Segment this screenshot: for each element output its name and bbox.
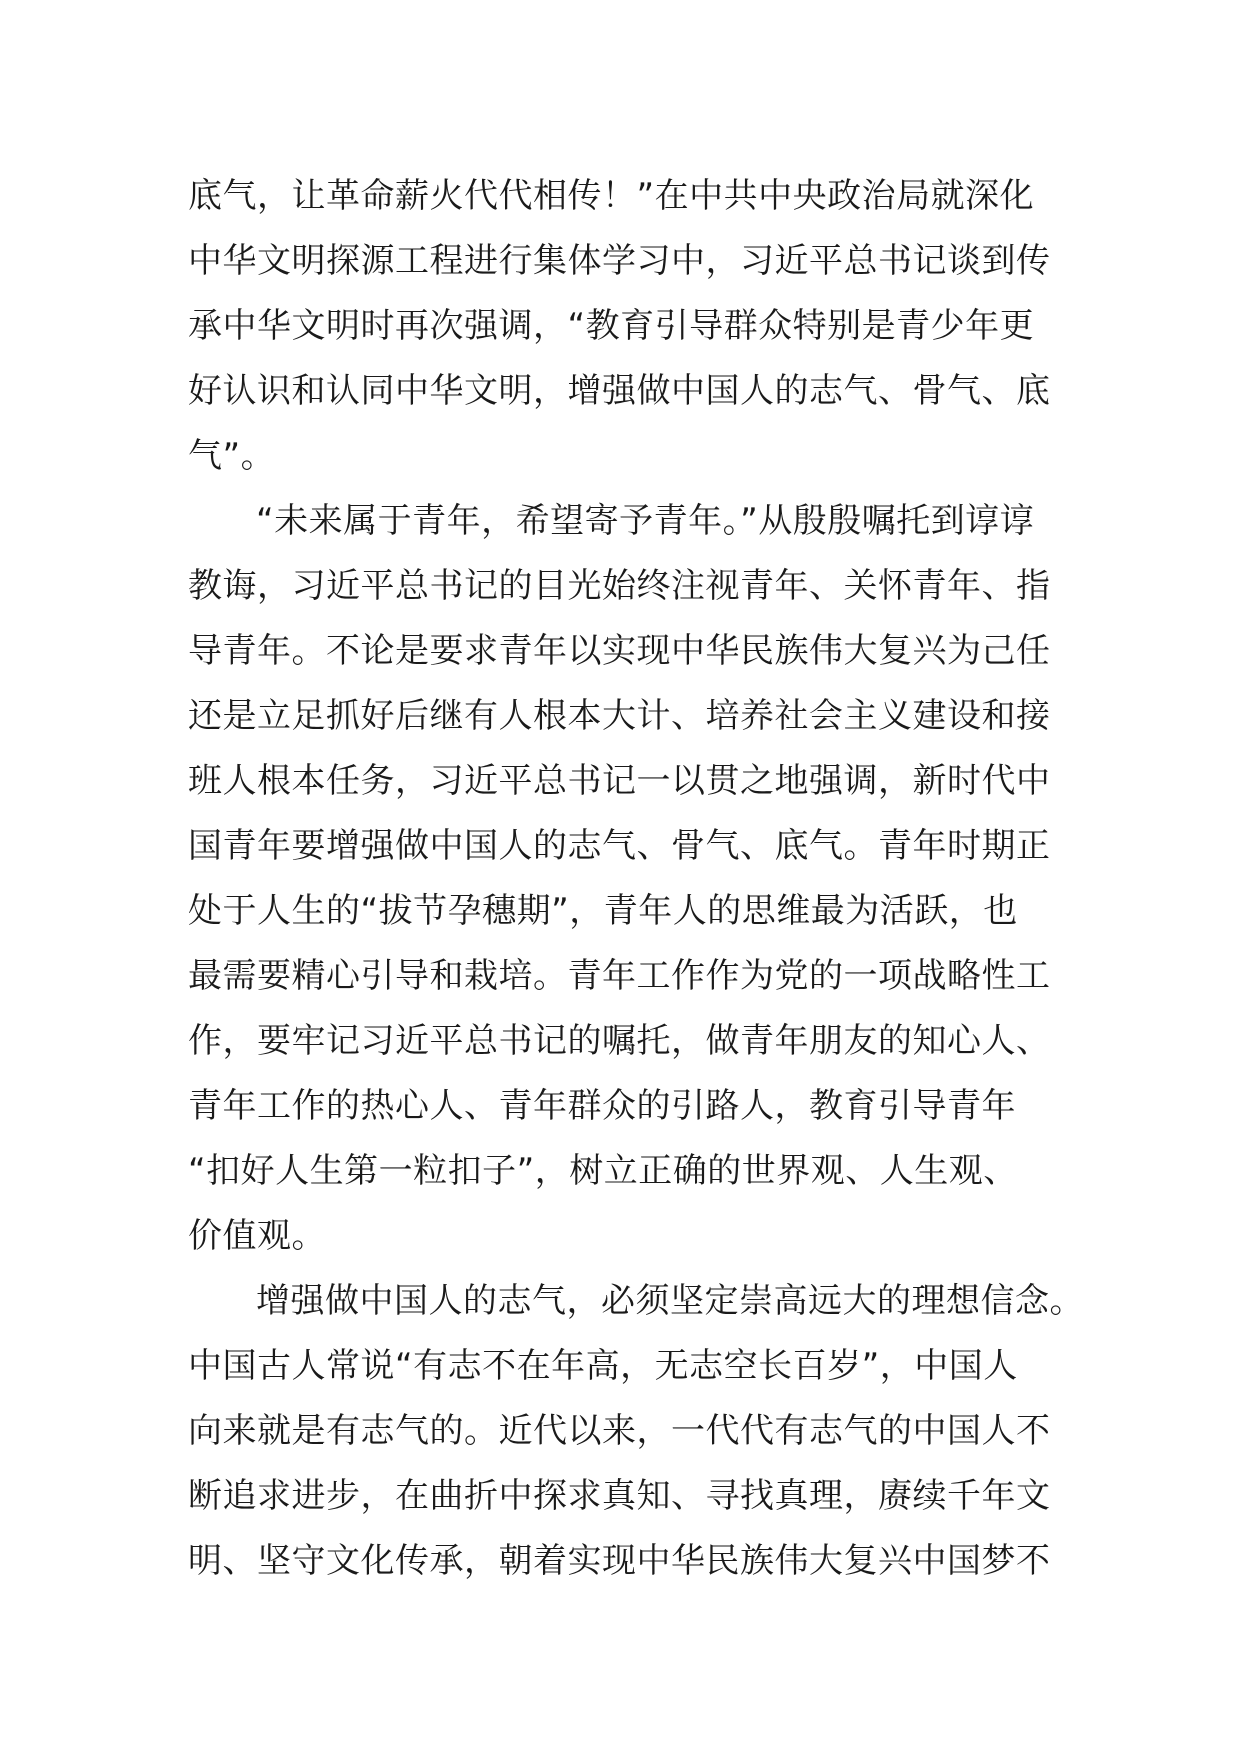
body-text — [188, 164, 1084, 1594]
text-line: 价值观。 — [188, 1216, 326, 1256]
paragraph-start-line: 增强做中国人的志气，必须坚定崇高远大的理想信念。 — [256, 1281, 1084, 1321]
text-line: 导青年。不论是要求青年以实现中华民族伟大复兴为己任 — [188, 631, 1051, 671]
text-line: 中华文明探源工程进行集体学习中，习近平总书记谈到传 — [188, 241, 1051, 281]
text-line: 断追求进步，在曲折中探求真知、寻找真理，赓续千年文 — [188, 1476, 1051, 1516]
text-line: 好认识和认同中华文明，增强做中国人的志气、骨气、底 — [188, 371, 1051, 411]
text-line: 中国古人常说“有志不在年高，无志空长百岁”，中国人 — [188, 1346, 1018, 1386]
paragraph-start-line: “未来属于青年，希望寄予青年。”从殷殷嘱托到谆谆 — [256, 501, 1035, 541]
text-line: 底气，让革命薪火代代相传！”在中共中央政治局就深化 — [188, 176, 1035, 216]
text-line: 最需要精心引导和栽培。青年工作作为党的一项战略性工 — [188, 956, 1051, 996]
text-line: 气”。 — [188, 436, 276, 476]
text-line: “扣好人生第一粒扣子”，树立正确的世界观、人生观、 — [188, 1151, 1018, 1191]
text-line: 承中华文明时再次强调，“教育引导群众特别是青少年更 — [188, 306, 1035, 346]
text-line: 班人根本任务，习近平总书记一以贯之地强调，新时代中 — [188, 761, 1051, 801]
text-line: 处于人生的“拔节孕穗期”，青年人的思维最为活跃，也 — [188, 891, 1018, 931]
text-line: 国青年要增强做中国人的志气、骨气、底气。青年时期正 — [188, 826, 1051, 866]
text-line: 青年工作的热心人、青年群众的引路人，教育引导青年 — [188, 1086, 1016, 1126]
text-line: 还是立足抓好后继有人根本大计、培养社会主义建设和接 — [188, 696, 1051, 736]
text-line: 教诲，习近平总书记的目光始终注视青年、关怀青年、指 — [188, 566, 1051, 606]
text-line: 向来就是有志气的。近代以来，一代代有志气的中国人不 — [188, 1411, 1051, 1451]
text-line: 作，要牢记习近平总书记的嘱托，做青年朋友的知心人、 — [188, 1021, 1051, 1061]
text-line: 明、坚守文化传承，朝着实现中华民族伟大复兴中国梦不 — [188, 1541, 1051, 1581]
